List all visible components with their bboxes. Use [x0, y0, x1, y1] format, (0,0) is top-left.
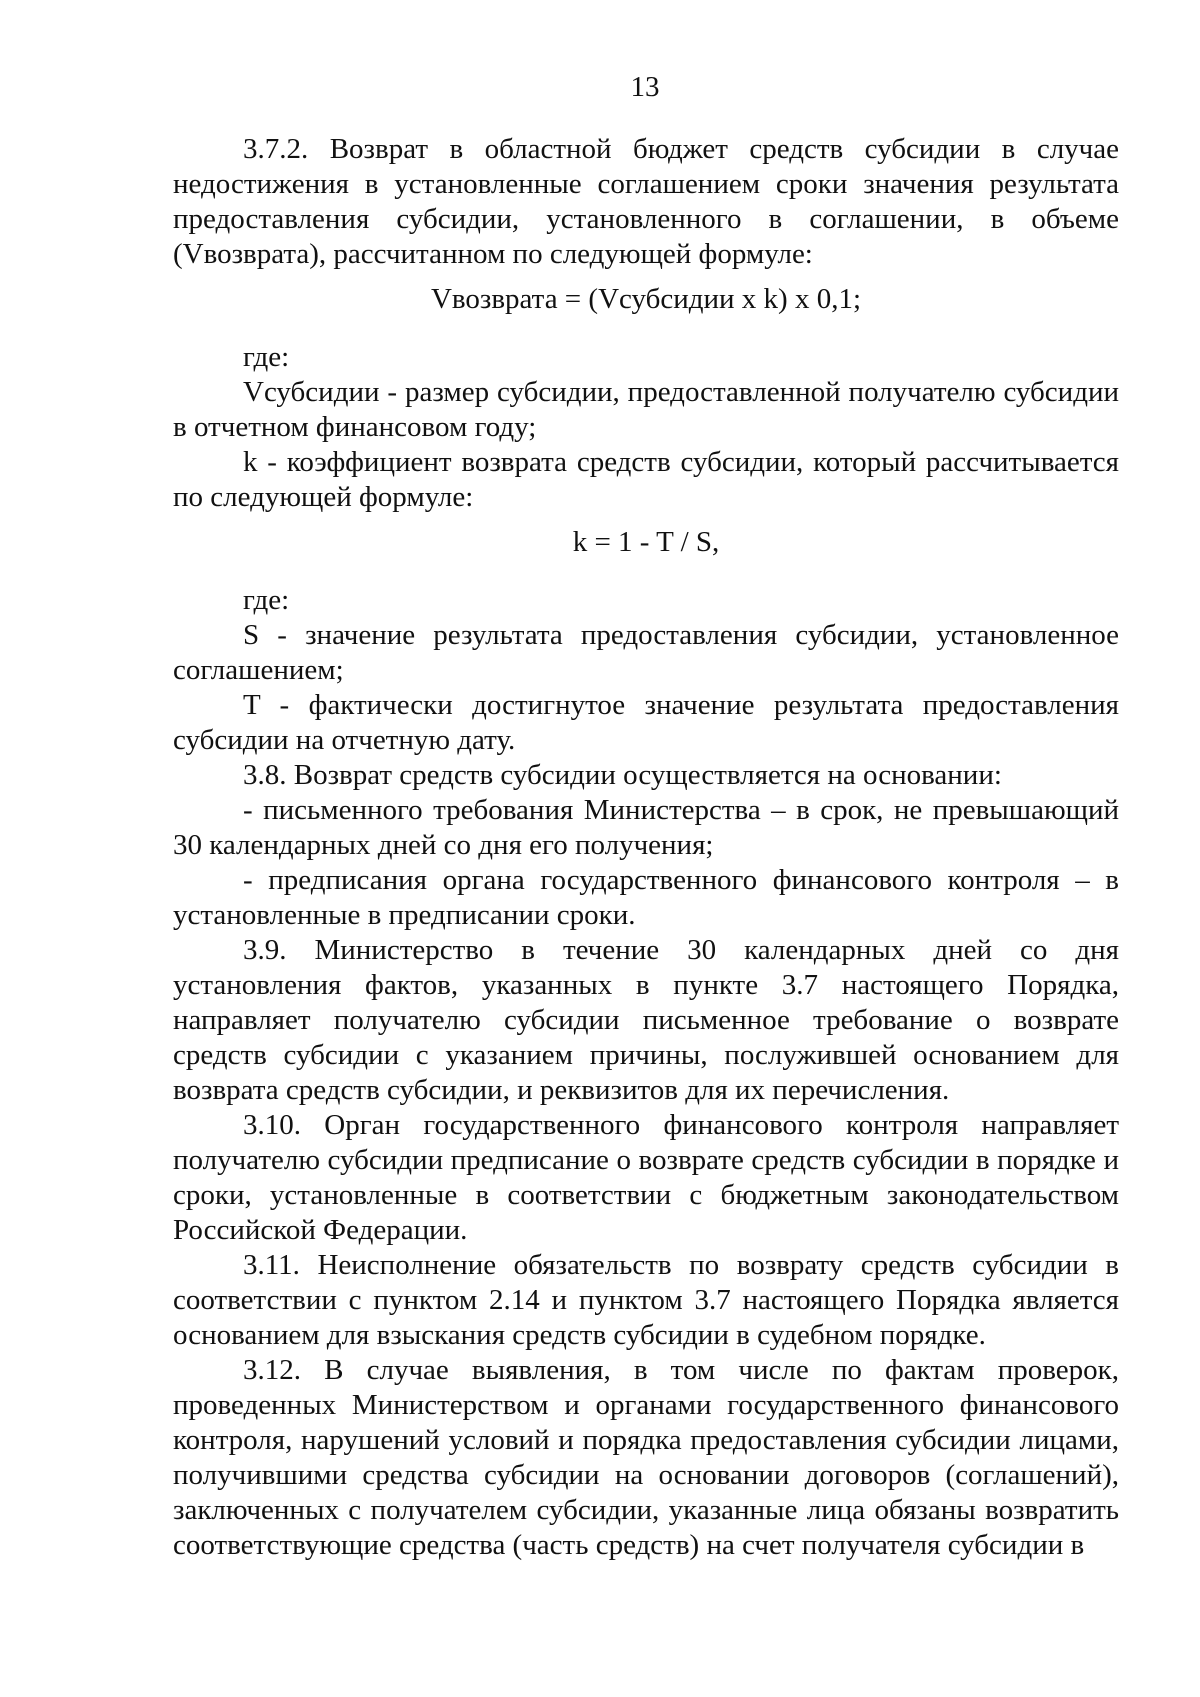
where-label: где: — [243, 584, 290, 616]
document-body — [173, 132, 1119, 1563]
where-label: где: — [243, 341, 290, 373]
definition-k: k - коэффициент возврата средств субсидии, который рассчитывается по следующей формуле: — [173, 446, 1119, 513]
formula-v-return: Vвозврата = (Vсубсидии x k) x 0,1; — [430, 283, 862, 315]
list-item-control-order: - предписания органа государственного финансового контроля – в установленные в предписании сроки. — [173, 864, 1119, 931]
definition-t: T - фактически достигнутое значение результата предоставления субсидии на отчетную дату. — [173, 689, 1119, 756]
list-item-ministry-requirement: - письменного требования Министерства – в срок, не превышающий 30 календарных дней со дня его получения; — [173, 794, 1119, 861]
paragraph-3-7-2: 3.7.2. Возврат в областной бюджет средств субсидии в случае недостижения в установленные соглашением сроки значения результата предоставления субсидии, установленного в соглашении, в объеме (Vвозврата), рассчитанном по следующей формуле: — [173, 133, 1119, 270]
definition-s: S - значение результата предоставления субсидии, установленное соглашением; — [173, 619, 1119, 686]
page-number: 13 — [630, 71, 660, 103]
paragraph-3-9: 3.9. Министерство в течение 30 календарных дней со дня установления фактов, указанных в пункте 3.7 настоящего Порядка, направляет получателю субсидии письменное требование о возврате средств субсидии с указанием причины, послужившей основанием для возврата средств субсидии, и реквизитов для их перечисления. — [173, 934, 1119, 1106]
paragraph-3-8: 3.8. Возврат средств субсидии осуществляется на основании: — [243, 759, 1002, 791]
paragraph-3-11: 3.11. Неисполнение обязательств по возврату средств субсидии в соответствии с пунктом 2.14 и пунктом 3.7 настоящего Порядка является основанием для взыскания средств субсидии в судебном порядке. — [173, 1249, 1119, 1351]
paragraph-3-10: 3.10. Орган государственного финансового контроля направляет получателю субсидии предписание о возврате средств субсидии в порядке и сроки, установленные в соответствии с бюджетным законодательством Российской Федерации. — [173, 1109, 1119, 1246]
definition-v-subsidy: Vсубсидии - размер субсидии, предоставленной получателю субсидии в отчетном финансовом году; — [173, 376, 1119, 443]
paragraph-3-12: 3.12. В случае выявления, в том числе по фактам проверок, проведенных Министерством и органами государственного финансового контроля, нарушений условий и порядка предоставления субсидии лицами, получившими средства субсидии на основании договоров (соглашений), заключенных с получателем субсидии, указанные лица обязаны возвратить соответствующие средства (часть средств) на счет получателя субсидии в — [173, 1354, 1119, 1561]
formula-k: k = 1 - T / S, — [572, 526, 720, 558]
